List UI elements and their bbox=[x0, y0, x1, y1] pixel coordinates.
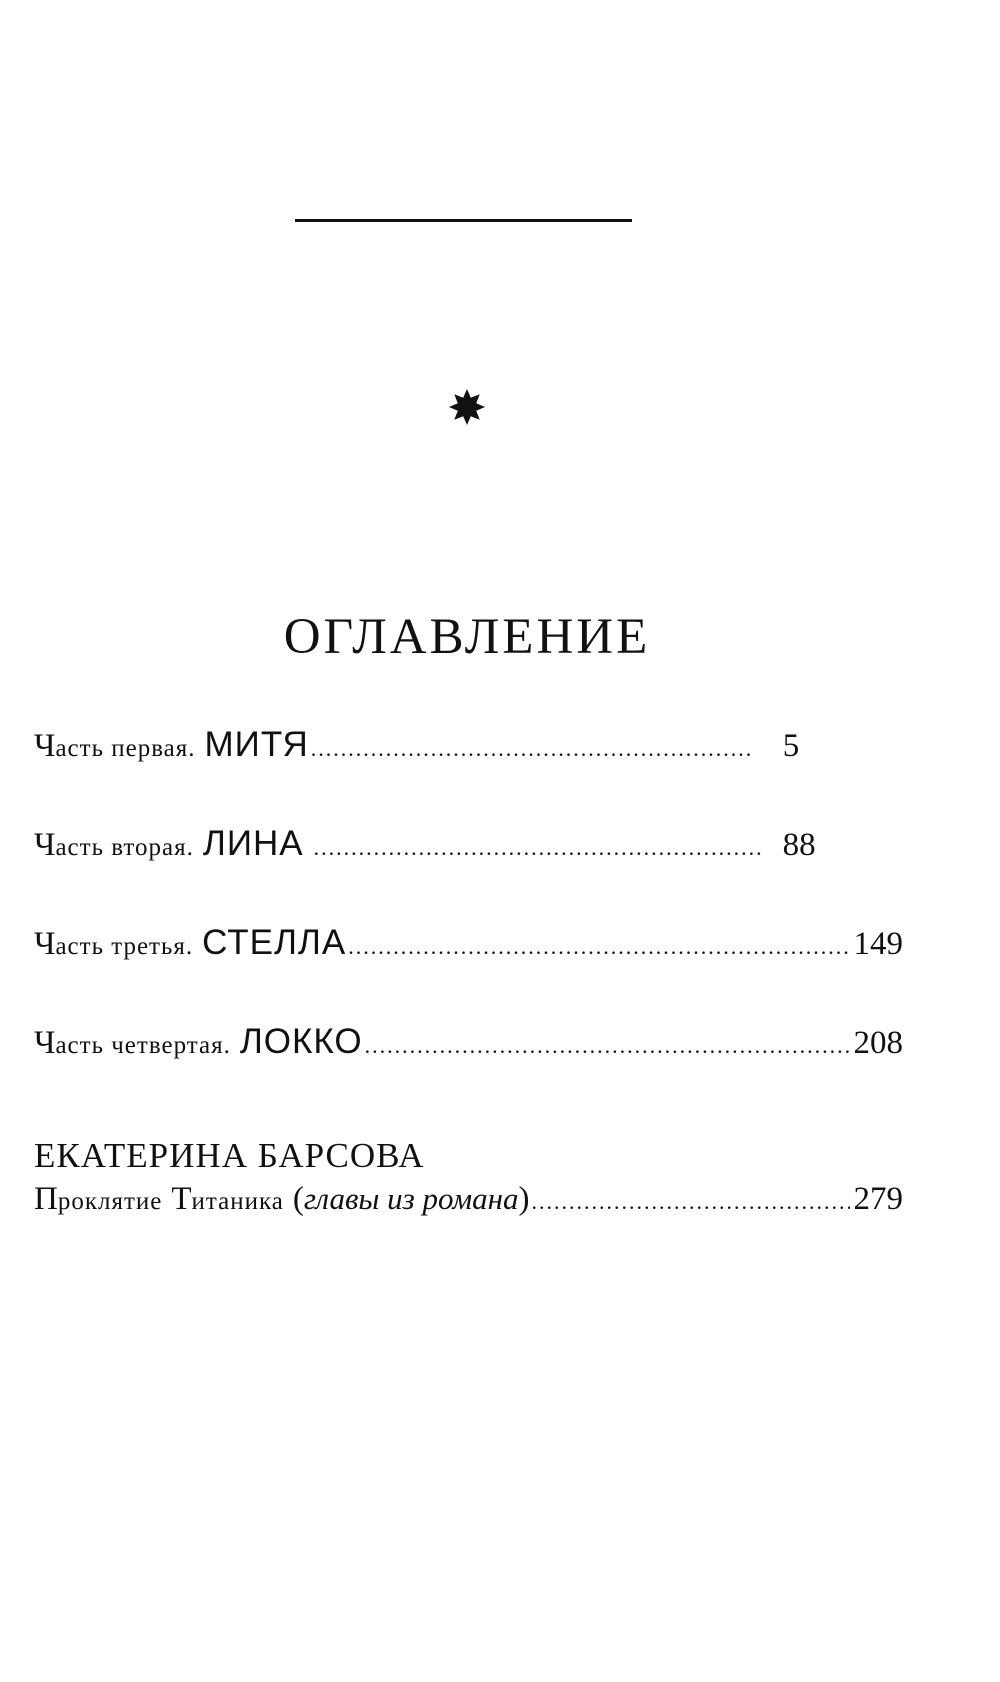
appendix-work-initial-1: П bbox=[34, 1181, 58, 1217]
toc-entry-part-2[interactable] bbox=[34, 826, 903, 862]
toc-entry-prefix-initial: Ч bbox=[34, 1025, 56, 1061]
toc-entry-leader bbox=[311, 738, 751, 760]
appendix-paren-close: ) bbox=[518, 1181, 530, 1217]
appendix-work-part-2: итаника bbox=[191, 1188, 284, 1215]
toc-entry-title: ЛОККО bbox=[239, 1022, 363, 1061]
toc-entry-page: 88 bbox=[782, 827, 816, 863]
toc-entry-prefix-initial: Ч bbox=[34, 728, 56, 764]
toc-entry-title: СТЕЛЛА bbox=[202, 923, 347, 962]
toc-entry-title: ЛИНА bbox=[202, 824, 304, 863]
appendix-author: ЕКАТЕРИНА БАРСОВА bbox=[34, 1136, 425, 1175]
toc-entry-leader bbox=[365, 1035, 850, 1057]
toc-entry-page: 149 bbox=[853, 926, 903, 962]
toc-entry-prefix-initial: Ч bbox=[34, 926, 56, 962]
appendix-work-initial-2: Т bbox=[171, 1181, 192, 1217]
appendix-paren-open: ( bbox=[292, 1181, 304, 1217]
toc-entry-prefix: асть четвертая. bbox=[55, 1032, 231, 1059]
toc-entry-appendix[interactable] bbox=[34, 1183, 903, 1216]
toc-title: ОГЛАВЛЕНИЕ bbox=[283, 609, 651, 665]
toc-entry-prefix-initial: Ч bbox=[34, 827, 56, 863]
toc-entry-page: 279 bbox=[853, 1181, 903, 1217]
appendix-note: главы из романа bbox=[303, 1181, 519, 1216]
eight-point-star-icon bbox=[448, 388, 486, 426]
toc-entry-part-1[interactable] bbox=[34, 727, 903, 763]
toc-entry-page: 5 bbox=[782, 728, 800, 764]
toc-entry-leader bbox=[531, 1191, 849, 1213]
toc-entry-prefix: асть вторая. bbox=[55, 834, 194, 861]
toc-entry-prefix: асть третья. bbox=[55, 933, 194, 960]
appendix-work-part-1: роклятие bbox=[57, 1188, 163, 1215]
toc-entry-page: 208 bbox=[853, 1025, 903, 1061]
toc-entry-title: МИТЯ bbox=[204, 725, 309, 764]
toc-entry-part-3[interactable] bbox=[34, 925, 903, 961]
toc-entry-leader bbox=[314, 837, 761, 859]
toc-entry-part-4[interactable] bbox=[34, 1024, 903, 1060]
top-rule bbox=[295, 219, 632, 222]
toc-entry-prefix: асть первая. bbox=[55, 735, 196, 762]
toc-entry-leader bbox=[348, 936, 849, 958]
